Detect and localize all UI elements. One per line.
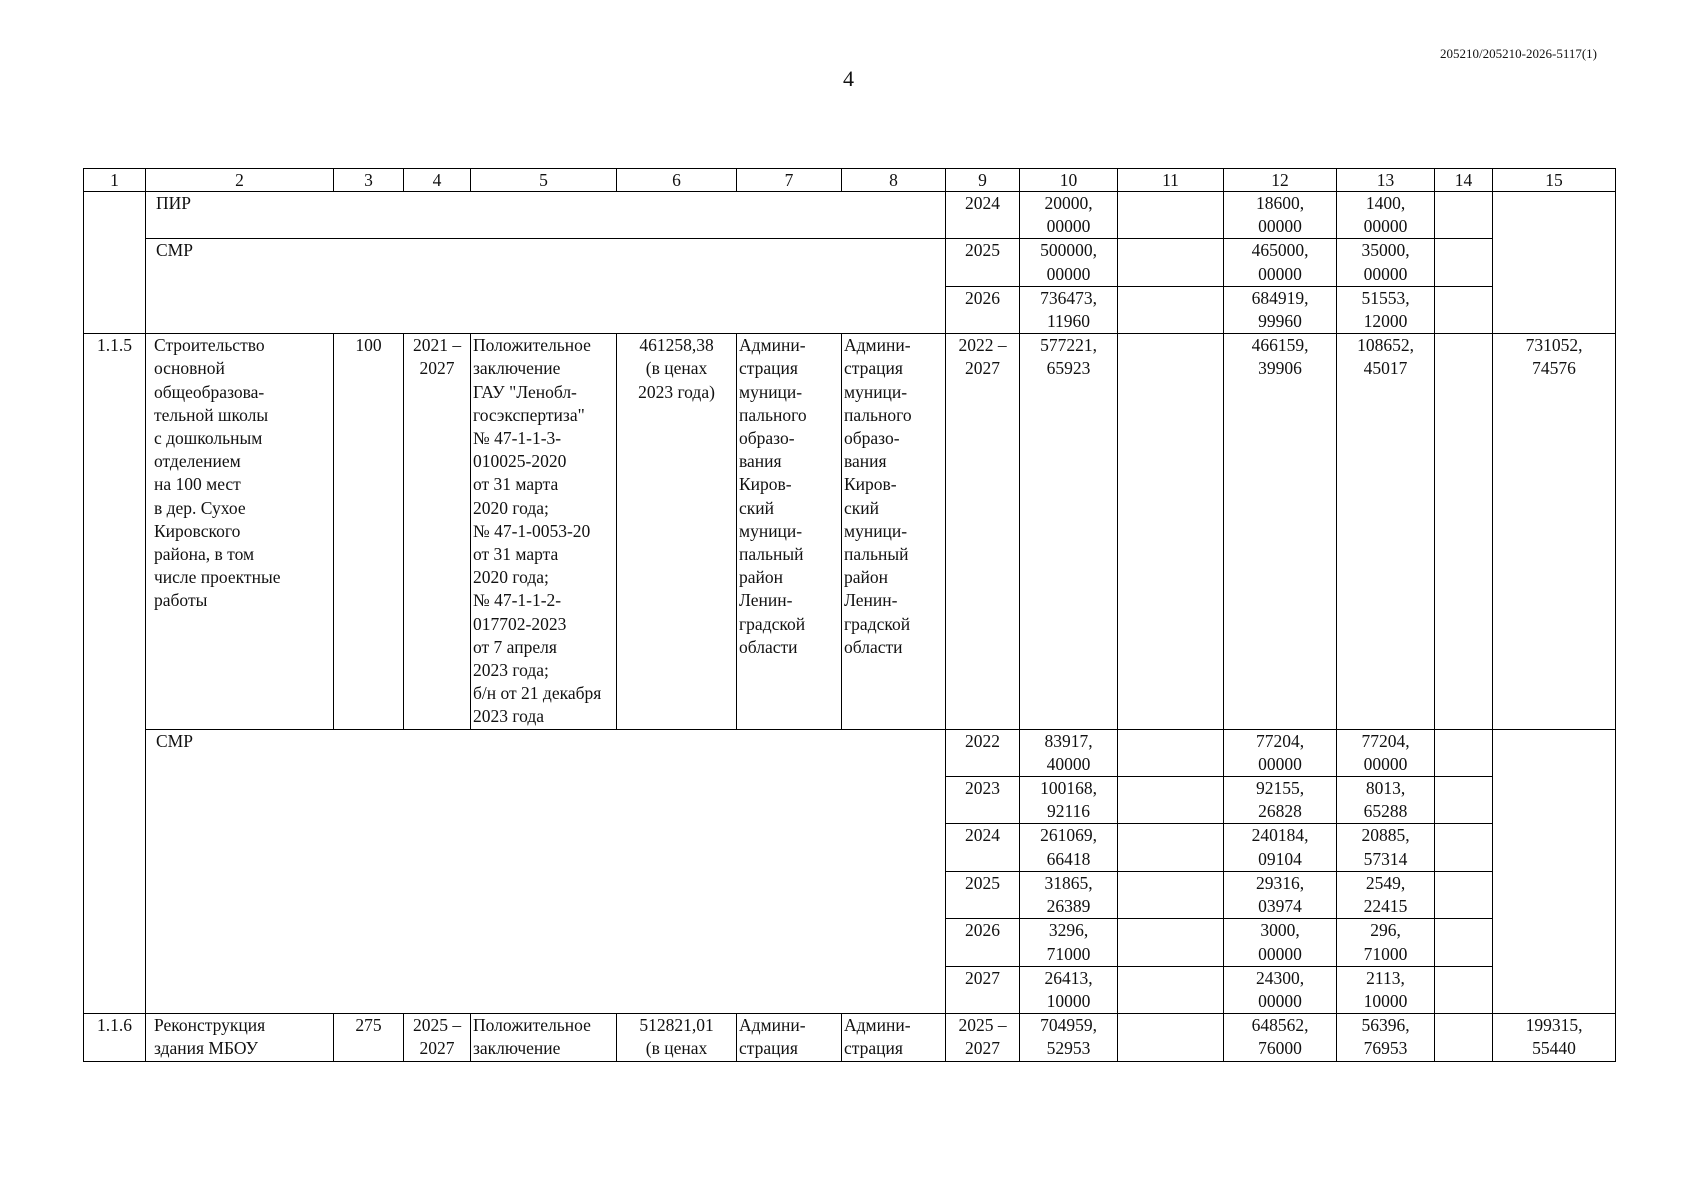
value-cell: 29316, 03974 [1224,871,1337,918]
value-cell: 2113, 10000 [1337,966,1435,1013]
empty-cell [1493,192,1616,334]
conclusion-cell: Положительное заключение ГАУ "Ленобл- госэкспертиза" № 47-1-1-3- 010025-2020 от 31 марта 2020 года; № 47-1-0053-20 от 31 марта 2020 года; № 47-1-1-2- 017702-2023 от 7 апреля 2023 года; б/н от 21 декабря 2023 года [471,334,617,729]
year-cell: 2022 [946,729,1020,776]
empty-cell [1118,1014,1224,1061]
item-number: 1.1.5 [84,334,146,1014]
year-cell: 2027 [946,966,1020,1013]
empty-cell [1435,777,1493,824]
value-cell: 108652, 45017 [1337,334,1435,729]
empty-cell [1118,777,1224,824]
years-cell: 2025 – 2027 [946,1014,1020,1061]
year-cell: 2025 [946,871,1020,918]
column-number-row [84,169,1616,192]
empty-cell [1118,919,1224,966]
value-cell: 8013, 65288 [1337,777,1435,824]
column-header: 9 [946,169,1020,192]
total-cell: 577221, 65923 [1020,334,1118,729]
years-cell: 2022 – 2027 [946,334,1020,729]
empty-cell [1435,871,1493,918]
value-cell: 35000, 00000 [1337,239,1435,286]
year-cell: 2026 [946,286,1020,333]
value-cell: 77204, 00000 [1337,729,1435,776]
value-cell: 1400, 00000 [1337,192,1435,239]
cost-cell: 512821,01 (в ценах [617,1014,737,1061]
value-cell: 51553, 12000 [1337,286,1435,333]
column-header: 2 [146,169,334,192]
customer-cell: Админи- страция муници- пального образо- вания Киров- ский муници- пальный район Ленин- градской области [737,334,842,729]
year-cell: 2024 [946,824,1020,871]
year-cell: 2025 [946,239,1020,286]
capacity-cell: 275 [334,1014,404,1061]
empty-cell [1435,966,1493,1013]
period-cell: 2021 – 2027 [404,334,471,729]
year-cell: 2026 [946,919,1020,966]
column-header: 4 [404,169,471,192]
table-row [84,729,1616,776]
column-header: 5 [471,169,617,192]
empty-cell [1435,286,1493,333]
empty-cell [84,192,146,334]
table-row [84,192,1616,239]
conclusion-cell: Положительное заключение [471,1014,617,1061]
total-cell: 704959, 52953 [1020,1014,1118,1061]
total-cell: 83917, 40000 [1020,729,1118,776]
table-row [84,334,1616,729]
total-cell: 3296, 71000 [1020,919,1118,966]
total-cell: 261069, 66418 [1020,824,1118,871]
value-cell: 731052, 74576 [1493,334,1616,729]
table-row [84,239,1616,286]
budget-table-wrapper [83,168,1615,1062]
stage-label-smr: СМР [146,729,946,1013]
period-cell: 2025 – 2027 [404,1014,471,1061]
value-cell: 3000, 00000 [1224,919,1337,966]
value-cell: 465000, 00000 [1224,239,1337,286]
value-cell: 466159, 39906 [1224,334,1337,729]
document-id: 205210/205210-2026-5117(1) [1440,46,1597,61]
empty-cell [1118,239,1224,286]
year-cell: 2024 [946,192,1020,239]
developer-cell: Админи- страция [842,1014,946,1061]
empty-cell [1435,192,1493,239]
column-header: 1 [84,169,146,192]
empty-cell [1118,729,1224,776]
empty-cell [1435,824,1493,871]
developer-cell: Админи- страция муници- пального образо- вания Киров- ский муници- пальный район Ленин- градской области [842,334,946,729]
empty-cell [1435,239,1493,286]
page-number: 4 [843,66,854,91]
stage-label-smr: СМР [146,239,946,334]
value-cell: 92155, 26828 [1224,777,1337,824]
total-cell: 500000, 00000 [1020,239,1118,286]
column-header: 7 [737,169,842,192]
cost-cell: 461258,38 (в ценах 2023 года) [617,334,737,729]
value-cell: 77204, 00000 [1224,729,1337,776]
column-header: 10 [1020,169,1118,192]
value-cell: 684919, 99960 [1224,286,1337,333]
column-header: 14 [1435,169,1493,192]
column-header: 13 [1337,169,1435,192]
empty-cell [1435,919,1493,966]
value-cell: 56396, 76953 [1337,1014,1435,1061]
column-header: 6 [617,169,737,192]
budget-table [83,168,1616,1062]
total-cell: 100168, 92116 [1020,777,1118,824]
object-name: Строительство основной общеобразова- тельной школы с дошкольным отделением на 100 мест в дер. Сухое Кировского района, в том числе проектные работы [146,334,334,729]
column-header: 11 [1118,169,1224,192]
value-cell: 240184, 09104 [1224,824,1337,871]
value-cell: 296, 71000 [1337,919,1435,966]
object-name: Реконструкция здания МБОУ [146,1014,334,1061]
item-number: 1.1.6 [84,1014,146,1061]
value-cell: 199315, 55440 [1493,1014,1616,1061]
stage-label-pir: ПИР [146,192,946,239]
empty-cell [1118,192,1224,239]
column-header: 12 [1224,169,1337,192]
capacity-cell: 100 [334,334,404,729]
value-cell: 20885, 57314 [1337,824,1435,871]
empty-cell [1118,334,1224,729]
value-cell: 2549, 22415 [1337,871,1435,918]
column-header: 8 [842,169,946,192]
empty-cell [1118,824,1224,871]
total-cell: 26413, 10000 [1020,966,1118,1013]
column-header: 15 [1493,169,1616,192]
empty-cell [1118,286,1224,333]
total-cell: 736473, 11960 [1020,286,1118,333]
year-cell: 2023 [946,777,1020,824]
customer-cell: Админи- страция [737,1014,842,1061]
empty-cell [1493,729,1616,1013]
empty-cell [1435,334,1493,729]
total-cell: 20000, 00000 [1020,192,1118,239]
empty-cell [1118,966,1224,1013]
column-header: 3 [334,169,404,192]
value-cell: 24300, 00000 [1224,966,1337,1013]
value-cell: 18600, 00000 [1224,192,1337,239]
total-cell: 31865, 26389 [1020,871,1118,918]
empty-cell [1435,1014,1493,1061]
empty-cell [1435,729,1493,776]
value-cell: 648562, 76000 [1224,1014,1337,1061]
table-row [84,1014,1616,1061]
empty-cell [1118,871,1224,918]
